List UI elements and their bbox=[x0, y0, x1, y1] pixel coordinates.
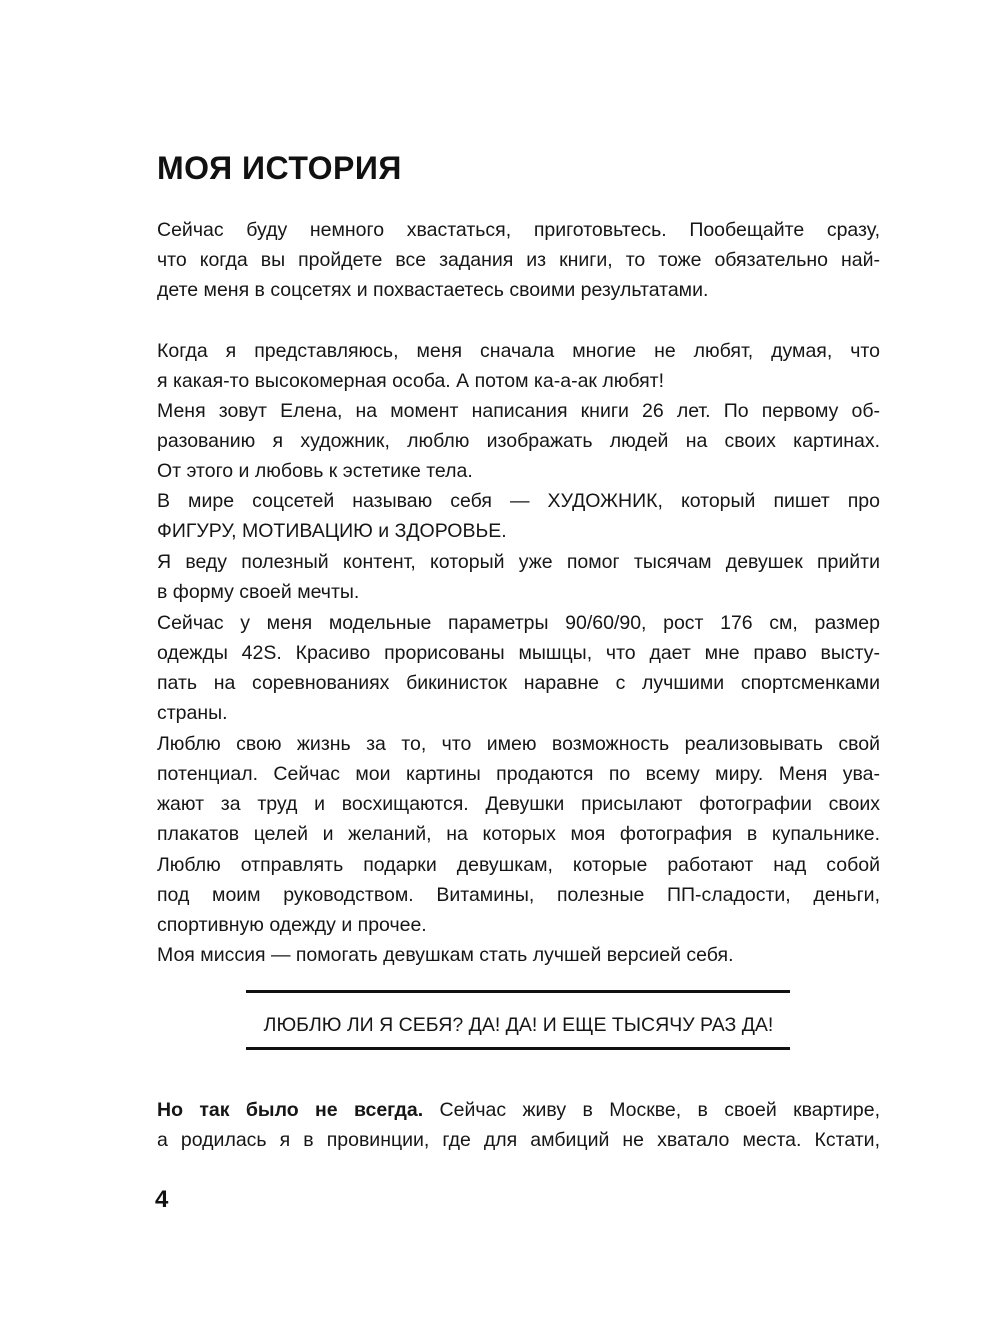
callout-rule-top bbox=[246, 990, 790, 993]
text-line: В мире соцсетей называю себя — ХУДОЖНИК, который пишет про bbox=[157, 490, 880, 512]
text-line: Меня зовут Елена, на момент написания книги 26 лет. По первому об- bbox=[157, 400, 880, 422]
text-line: Я веду полезный контент, который уже помог тысячам девушек прийти bbox=[157, 551, 880, 573]
text-line: потенциал. Сейчас мои картины продаются по всему миру. Меня ува- bbox=[157, 763, 880, 785]
text-line: Люблю свою жизнь за то, что имею возможность реализовывать свой bbox=[157, 733, 880, 755]
text-line: Люблю отправлять подарки девушкам, которые работают над собой bbox=[157, 854, 880, 876]
callout-rule-bottom bbox=[246, 1047, 790, 1050]
text-line: Сейчас буду немного хвастаться, приготовьтесь. Пообещайте сразу, bbox=[157, 219, 880, 241]
text-line bbox=[157, 1095, 880, 1125]
text-line: что когда вы пройдете все задания из книги, то тоже обязательно най- bbox=[157, 249, 880, 271]
page-number: 4 bbox=[155, 1186, 169, 1213]
text-line: страны. bbox=[157, 702, 228, 724]
text-line: пать на соревнованиях бикинисток наравне с лучшими спортсменками bbox=[157, 672, 880, 694]
text-line: под моим руководством. Витамины, полезные ПП-сладости, деньги, bbox=[157, 884, 880, 906]
page-title: МОЯ ИСТОРИЯ bbox=[157, 150, 402, 186]
text-line: разованию я художник, люблю изображать людей на своих картинах. bbox=[157, 430, 880, 452]
text-line: одежды 42S. Красиво прорисованы мышцы, что дает мне право высту- bbox=[157, 642, 880, 664]
text-line: а родилась я в провинции, где для амбиций не хватало места. Кстати, bbox=[157, 1129, 880, 1151]
bold-lead-in: Но так было не всегда. bbox=[157, 1099, 424, 1121]
text-line: Сейчас у меня модельные параметры 90/60/90, рост 176 см, размер bbox=[157, 612, 880, 634]
callout-text: ЛЮБЛЮ ЛИ Я СЕБЯ? ДА! ДА! И ЕЩЕ ТЫСЯЧУ РАЗ ДА! bbox=[263, 1014, 774, 1036]
text-line: От этого и любовь к эстетике тела. bbox=[157, 460, 473, 482]
text-run: Сейчас живу в Москве, в своей квартире, bbox=[423, 1099, 880, 1121]
text-line: я какая-то высокомерная особа. А потом ка-а-ак любят! bbox=[157, 370, 665, 392]
text-line: дете меня в соцсетях и похвастаетесь своими результатами. bbox=[157, 279, 709, 301]
text-line: плакатов целей и желаний, на которых моя фотография в купальнике. bbox=[157, 823, 880, 845]
text-line: жают за труд и восхищаются. Девушки присылают фотографии своих bbox=[157, 793, 880, 815]
text-line: в форму своей мечты. bbox=[157, 581, 360, 603]
text-line: ФИГУРУ, МОТИВАЦИЮ и ЗДОРОВЬЕ. bbox=[157, 520, 507, 542]
text-line: Когда я представляюсь, меня сначала многие не любят, думая, что bbox=[157, 340, 880, 362]
text-line: спортивную одежду и прочее. bbox=[157, 914, 427, 936]
text-line: Моя миссия — помогать девушкам стать лучшей версией себя. bbox=[157, 944, 734, 966]
